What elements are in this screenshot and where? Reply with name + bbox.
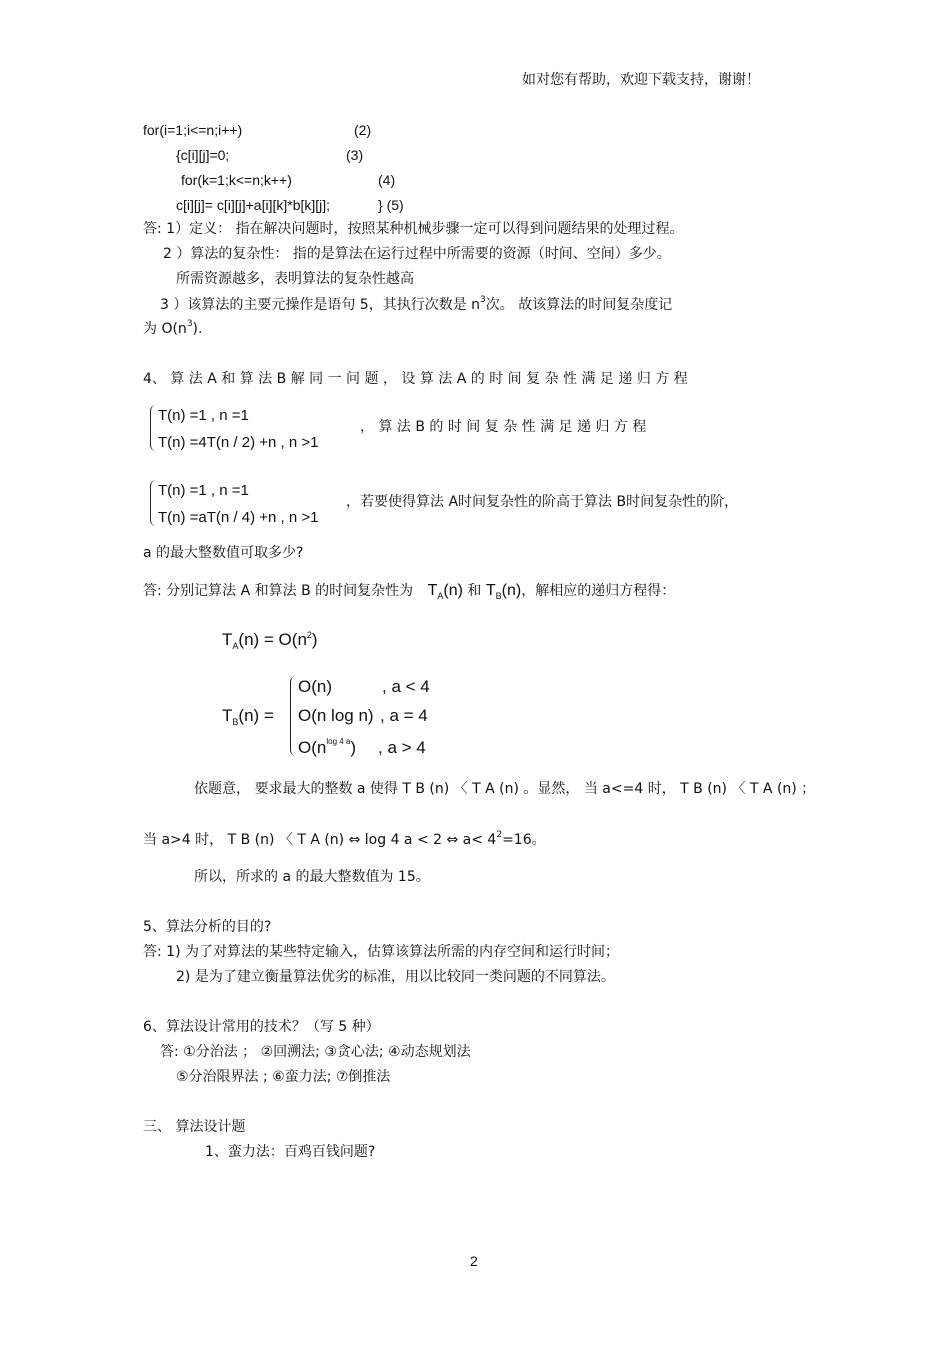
code-line-1: for(i=1;i<=n;i++) [143, 122, 243, 138]
q4-line-3: ，若要使得算法 A时间复杂性的阶高于算法 B时间复杂性的阶， [346, 494, 739, 510]
answer3-line-5: 为 $O(n^3)$. [143, 319, 203, 337]
case-1: O(n) [298, 677, 332, 696]
answer4-line-3: 当 a>4 时， T B (n) 〈 T A (n) ⇔ log 4 a < 2 ⇔ $a< 4^2=16$。 [143, 830, 546, 848]
code-line-2-number: (3) [346, 147, 364, 163]
code-line-1-number: (2) [354, 122, 372, 138]
brace-eq-b [150, 480, 157, 526]
eq-tb-left: $T_B(n)$ = [222, 706, 274, 727]
q5-title: 5、算法分析的目的? [143, 919, 272, 935]
q4-line-4: a 的最大整数值可取多少? [143, 545, 304, 561]
eq-b-line-2: T(n) =aT(n / 4) +n , n >1 [158, 509, 319, 526]
answer4-line-1: 答: 分别记算法 A 和算法 B 的时间复杂性为 $T_A(n)$ 和 $T_B(n)$，解相应的递归方程得： [143, 582, 676, 601]
answer4-line-2: 依题意， 要求最大的整数 a 使得 T B (n) 〈 T A (n) 。显然， 当 a<=4 时， T B (n) 〈 T A (n) ； [194, 781, 816, 797]
case-3-cond: , a > 4 [378, 738, 426, 757]
page-header: 如对您有帮助，欢迎下载支持，谢谢！ [522, 72, 760, 88]
section3-title: 三、 算法设计题 [143, 1119, 246, 1135]
eq-b-line-1: T(n) =1 , n =1 [158, 482, 249, 499]
eq-a-line-2: T(n) =4T(n / 2) +n , n >1 [158, 434, 319, 451]
page-number: 2 [470, 1253, 478, 1269]
q4-line-2: ， 算 法 B 的 时 间 复 杂 性 满 足 递 归 方 程 [360, 419, 647, 435]
code-line-4: c[i][j]= c[i][j]+a[i][k]*b[k][j]; [176, 197, 331, 213]
q4-line-1: 4、 算 法 A 和 算 法 B 解 同 一 问 题 ， 设 算 法 A 的 时 间 复 杂 性 满 足 递 归 方 程 [143, 371, 688, 387]
code-line-2: {c[i][j]=0; [176, 147, 230, 163]
case-1-cond: , a < 4 [382, 677, 430, 696]
eq-ta: $T_A(n) = O(n^2)$ [222, 630, 318, 651]
brace-eq-tb [290, 676, 298, 756]
answer3-line-3: 所需资源越多，表明算法的复杂性越高 [176, 271, 414, 287]
answer4-line-4: 所以，所求的 a 的最大整数值为 15。 [194, 869, 430, 885]
case-2: O(n log n) [298, 706, 374, 725]
q5-answer-1: 答: 1) 为了对算法的某些特定输入，估算该算法所需的内存空间和运行时间； [143, 944, 619, 960]
code-line-3-number: (4) [378, 172, 396, 188]
answer3-line-4: 3 ）该算法的主要元操作是语句 5，其执行次数是 $n^3$次。 故该算法的时间复杂度记 [160, 295, 673, 313]
q6-answer-2: ⑤分治限界法 ; ⑥蛮力法; ⑦倒推法 [176, 1069, 391, 1085]
case-2-cond: , a = 4 [380, 706, 428, 725]
case-3: $O(n^{log 4 a})$ [298, 737, 357, 757]
code-line-3: for(k=1;k<=n;k++) [181, 172, 292, 188]
answer3-line-2: 2 ）算法的复杂性： 指的是算法在运行过程中所需要的资源（时间、空间）多少。 [163, 246, 671, 262]
brace-eq-a [150, 405, 157, 451]
q6-answer-1: 答: ①分治法 ； ②回溯法; ③贪心法; ④动态规划法 [160, 1044, 471, 1060]
q6-title: 6、算法设计常用的技术？（写 5 种） [143, 1019, 380, 1035]
code-line-4-number: } (5) [378, 197, 404, 213]
eq-a-line-1: T(n) =1 , n =1 [158, 407, 249, 424]
answer3-line-1: 答: 1）定义： 指在解决问题时，按照某种机械步骤一定可以得到问题结果的处理过程。 [143, 221, 684, 237]
section3-item-1: 1、蛮力法：百鸡百钱问题? [205, 1144, 376, 1160]
q5-answer-2: 2) 是为了建立衡量算法优劣的标准，用以比较同一类问题的不同算法。 [176, 969, 615, 985]
